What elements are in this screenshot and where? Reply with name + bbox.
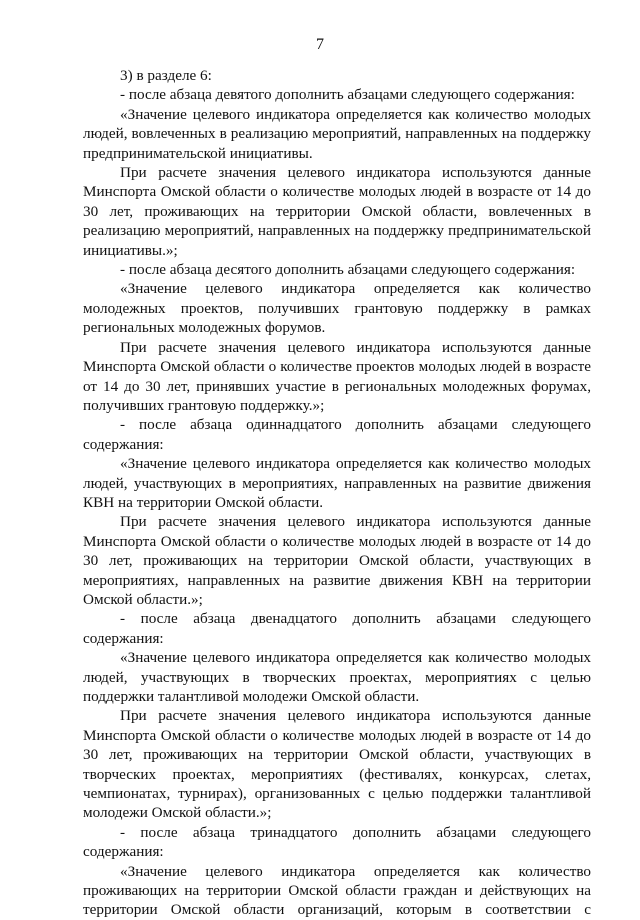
indicator-calculation: При расчете значения целевого индикатора используются данные Минспорта Омской области о количестве проектов молодых людей в возрасте от 14 до 30 лет, принявших участие в региональных молодежных форумах, получивших грантовую поддержку.»; xyxy=(83,338,591,414)
amendment-instruction: - после абзаца десятого дополнить абзацами следующего содержания: xyxy=(120,261,576,279)
amendment-instruction: - после абзаца двенадцатого дополнить абзацами следующего содержания: xyxy=(83,610,591,647)
amendment-instruction: - после абзаца одиннадцатого дополнить абзацами следующего содержания: xyxy=(83,416,591,453)
indicator-definition: «Значение целевого индикатора определяется как количество молодых людей, участвующих в творческих проектах, мероприятиях с целью поддержки талантливой молодежи Омской области. xyxy=(83,649,591,705)
indicator-definition: «Значение целевого индикатора определяется как количество молодежных проектов, получивших грантовую поддержку в рамках региональных молодежных форумов. xyxy=(83,280,591,337)
amendment-instruction: - после абзаца девятого дополнить абзацами следующего содержания: xyxy=(120,86,575,104)
page-number: 7 xyxy=(316,36,324,53)
indicator-calculation: При расчете значения целевого индикатора используются данные Минспорта Омской области о количестве молодых людей в возрасте от 14 до 30 лет, проживающих на территории Омской области, участвующих в творческих проектах, мероприятиях (фестивалях, конкурсах, слетах, чемпионатах, турнирах), организованных с целью поддержки талантливой молодежи Омской области.»; xyxy=(83,707,591,822)
indicator-calculation: При расчете значения целевого индикатора используются данные Минспорта Омской области о количестве молодых людей в возрасте от 14 до 30 лет, проживающих на территории Омской области, участвующих в мероприятиях, направленных на развитие движения КВН на территории Омской области.»; xyxy=(83,513,591,608)
indicator-calculation: При расчете значения целевого индикатора используются данные Минспорта Омской области о количестве молодых людей в возрасте от 14 до 30 лет, проживающих на территории Омской области, вовлеченных в реализацию мероприятий, направленных на поддержку предпринимательской инициативы.»; xyxy=(83,164,591,259)
document-body xyxy=(83,66,591,920)
indicator-definition: «Значение целевого индикатора определяется как количество молодых людей, вовлеченных в реализацию мероприятий, направленных на поддержку предпринимательской инициативы. xyxy=(83,105,591,162)
section-heading: 3) в разделе 6: xyxy=(120,67,212,84)
indicator-definition: «Значение целевого индикатора определяется как количество молодых людей, участвующих в мероприятиях, направленных на развитие движения КВН на территории Омской области. xyxy=(83,455,591,511)
amendment-instruction: - после абзаца тринадцатого дополнить абзацами следующего содержания: xyxy=(83,823,591,861)
indicator-definition: «Значение целевого индикатора определяется как количество проживающих на территории Омской области граждан и действующих на территории Омской области организаций, которым в соответствии с xyxy=(83,862,591,919)
